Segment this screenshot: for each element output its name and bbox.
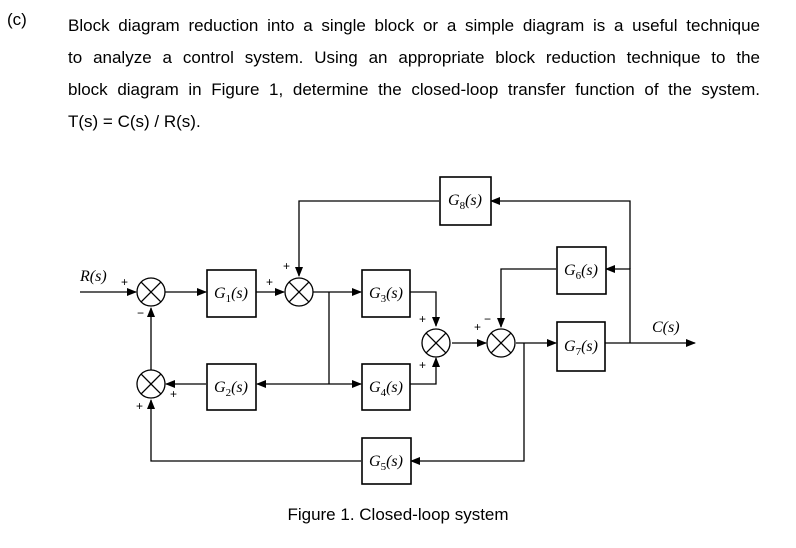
question-label: (c): [7, 10, 27, 29]
question-line: Block diagram reduction into a single block or a simple diagram is a useful technique: [68, 16, 760, 35]
sign-s4-g4: +: [419, 358, 427, 372]
sign-s2-feedback: +: [283, 259, 291, 273]
output-label: C(s): [652, 319, 680, 336]
summing-junction-3: [137, 370, 165, 398]
question-line: to analyze a control system. Using an appropriate block reduction technique to the: [68, 48, 760, 67]
block-g5-label: $G_5(s)$: [369, 453, 403, 473]
sign-s2-input: +: [266, 275, 274, 289]
block-diagram: [0, 160, 796, 500]
sign-s4-g3: +: [419, 312, 427, 326]
block-g4-label: $G_4(s)$: [369, 379, 403, 399]
sign-s5-g6: −: [484, 312, 492, 326]
input-label: R(s): [80, 268, 107, 285]
sign-s5-input: +: [474, 320, 482, 334]
block-g6-label: $G_6(s)$: [564, 262, 598, 282]
wire-g8-to-s2: [299, 201, 439, 276]
wire-s5-to-g5: [411, 343, 524, 461]
wire-g6-to-s5: [501, 269, 556, 327]
sign-s3-g2: +: [170, 387, 178, 401]
question-line: T(s) = C(s) / R(s).: [68, 112, 201, 131]
question-text: [0, 0, 796, 140]
sign-s1-input: +: [121, 275, 129, 289]
block-g7-label: $G_7(s)$: [564, 338, 598, 358]
sign-s3-feedback: +: [136, 399, 144, 413]
block-g3-label: $G_3(s)$: [369, 285, 403, 305]
block-g2-label: $G_2(s)$: [214, 379, 248, 399]
summing-junction-5: [487, 329, 515, 357]
summing-junction-2: [285, 278, 313, 306]
wire-c-to-g6: [606, 269, 630, 343]
sign-s1-feedback: −: [137, 306, 145, 320]
summing-junction-1: [137, 278, 165, 306]
summing-junction-4: [422, 329, 450, 357]
figure-caption: Figure 1. Closed-loop system: [287, 505, 509, 524]
question-line: block diagram in Figure 1, determine the closed-loop transfer function of the system.: [68, 80, 760, 99]
block-g1-label: $G_1(s)$: [214, 285, 248, 305]
block-g8-label: $G_8(s)$: [448, 192, 482, 212]
question-body: [68, 10, 760, 138]
